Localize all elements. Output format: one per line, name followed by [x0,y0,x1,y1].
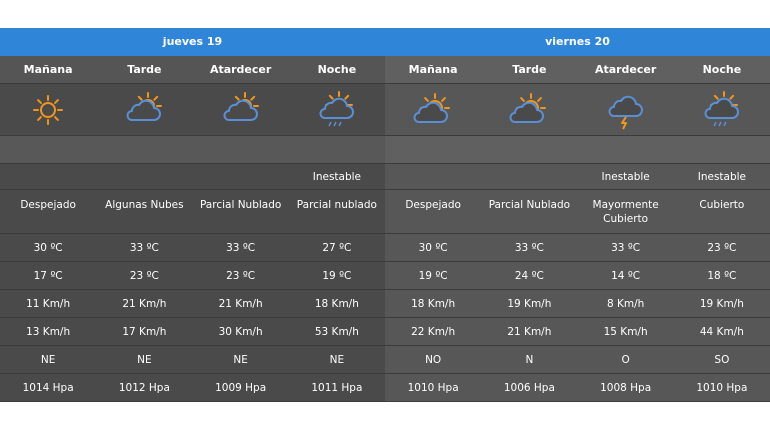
wind-gust: 30 Km/h [193,318,289,346]
pressure: 1006 Hpa [481,374,577,402]
blank-band [193,136,289,164]
condition-description: Parcial Nublado [481,190,577,234]
period-label: Noche [674,56,770,84]
day-title-thursday: jueves 19 [162,35,223,48]
pressure: 1010 Hpa [385,374,481,402]
wind-speed: 19 Km/h [674,290,770,318]
max-temperature: 30 ºC [385,234,481,262]
blank-band [96,136,192,164]
period-column [385,56,481,402]
weather-icon-cell [674,84,770,136]
weather-icon-cell [193,84,289,136]
condition-description: Parcial nublado [289,190,385,234]
period-column [578,56,674,402]
max-temperature: 23 ºC [674,234,770,262]
wind-direction: NE [0,346,96,374]
instability-note: Inestable [674,164,770,190]
forecast-table [0,28,770,402]
cloud-rain-sun-icon [317,90,357,130]
wind-direction: NE [96,346,192,374]
wind-speed: 11 Km/h [0,290,96,318]
condition-description: Mayormente Cubierto [578,190,674,234]
wind-gust: 15 Km/h [578,318,674,346]
instability-note [0,164,96,190]
period-label: Atardecer [193,56,289,84]
blank-band [289,136,385,164]
weather-icon-cell [481,84,577,136]
condition-description: Despejado [385,190,481,234]
instability-note [481,164,577,190]
period-column [674,56,770,402]
period-label: Mañana [385,56,481,84]
wind-gust: 22 Km/h [385,318,481,346]
min-temperature: 19 ºC [289,262,385,290]
pressure: 1008 Hpa [578,374,674,402]
weather-icon-cell [96,84,192,136]
period-label: Mañana [0,56,96,84]
condition-description: Despejado [0,190,96,234]
condition-description: Parcial Nublado [193,190,289,234]
weather-icon-cell [0,84,96,136]
max-temperature: 27 ºC [289,234,385,262]
forecast-grid [0,56,770,402]
min-temperature: 17 ºC [0,262,96,290]
condition-description: Cubierto [674,190,770,234]
instability-note [385,164,481,190]
min-temperature: 14 ºC [578,262,674,290]
min-temperature: 23 ºC [96,262,192,290]
wind-direction: N [481,346,577,374]
weather-icon-cell [578,84,674,136]
period-label: Tarde [96,56,192,84]
wind-gust: 13 Km/h [0,318,96,346]
pressure: 1012 Hpa [96,374,192,402]
wind-gust: 44 Km/h [674,318,770,346]
wind-direction: NO [385,346,481,374]
wind-direction: O [578,346,674,374]
period-column [0,56,96,402]
weather-icon-cell [385,84,481,136]
wind-direction: NE [193,346,289,374]
pressure: 1010 Hpa [674,374,770,402]
instability-note: Inestable [578,164,674,190]
partly-cloudy-icon [124,90,164,130]
wind-speed: 8 Km/h [578,290,674,318]
thunderstorm-icon [606,90,646,130]
max-temperature: 33 ºC [481,234,577,262]
wind-speed: 18 Km/h [385,290,481,318]
pressure: 1009 Hpa [193,374,289,402]
blank-band [578,136,674,164]
day-title-friday: viernes 20 [545,35,610,48]
min-temperature: 23 ºC [193,262,289,290]
period-column [193,56,289,402]
max-temperature: 30 ºC [0,234,96,262]
blank-band [385,136,481,164]
sun-icon [28,90,68,130]
condition-description: Algunas Nubes [96,190,192,234]
sun-cloud-icon [413,90,453,130]
max-temperature: 33 ºC [96,234,192,262]
max-temperature: 33 ºC [193,234,289,262]
min-temperature: 24 ºC [481,262,577,290]
wind-speed: 21 Km/h [193,290,289,318]
instability-note [193,164,289,190]
wind-speed: 18 Km/h [289,290,385,318]
period-label: Noche [289,56,385,84]
partly-cloudy-icon [221,90,261,130]
wind-gust: 21 Km/h [481,318,577,346]
wind-direction: NE [289,346,385,374]
wind-speed: 19 Km/h [481,290,577,318]
pressure: 1011 Hpa [289,374,385,402]
sun-cloud-icon [509,90,549,130]
blank-band [0,136,96,164]
blank-band [481,136,577,164]
wind-gust: 17 Km/h [96,318,192,346]
wind-direction: SO [674,346,770,374]
period-column [289,56,385,402]
period-column [96,56,192,402]
wind-speed: 21 Km/h [96,290,192,318]
instability-note: Inestable [289,164,385,190]
day-header-row [0,28,770,56]
wind-gust: 53 Km/h [289,318,385,346]
pressure: 1014 Hpa [0,374,96,402]
max-temperature: 33 ºC [578,234,674,262]
cloud-rain-sun-icon [702,90,742,130]
min-temperature: 19 ºC [385,262,481,290]
blank-band [674,136,770,164]
period-label: Tarde [481,56,577,84]
instability-note [96,164,192,190]
period-label: Atardecer [578,56,674,84]
period-column [481,56,577,402]
min-temperature: 18 ºC [674,262,770,290]
weather-icon-cell [289,84,385,136]
